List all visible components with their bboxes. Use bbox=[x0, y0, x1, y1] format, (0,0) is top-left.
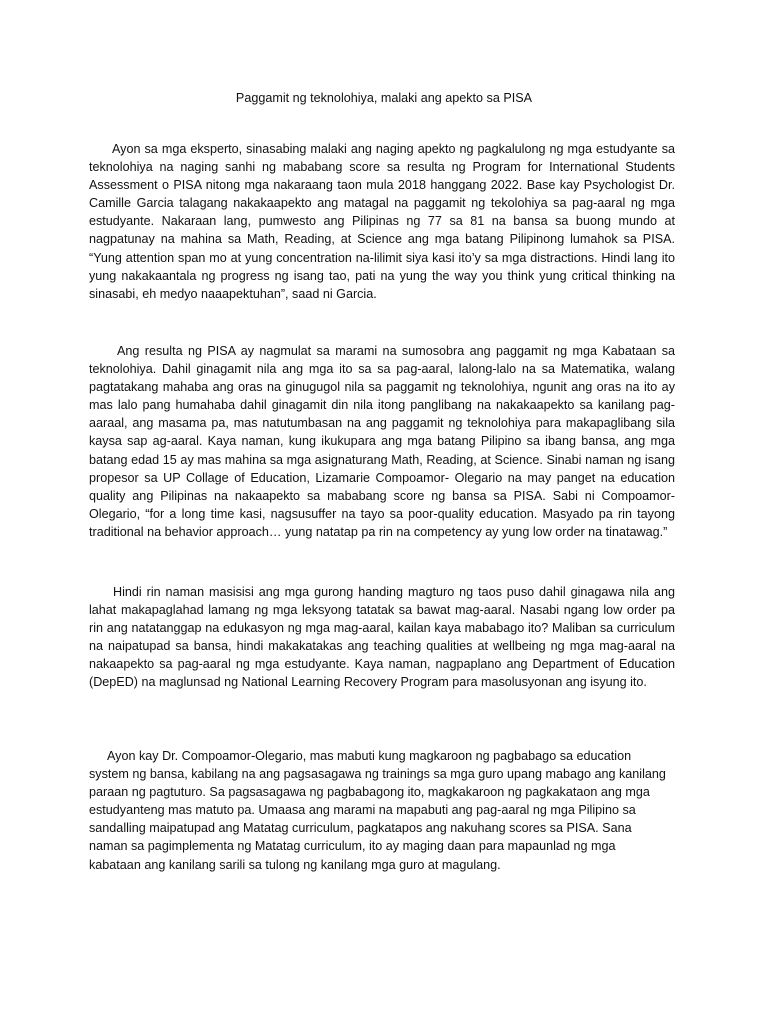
paragraph-2: Ang resulta ng PISA ay nagmulat sa marami na sumosobra ang paggamit ng mga Kabataan sa teknolohiya. Dahil ginagamit nila ang mga ito sa sa pag-aaral, lalong-lalo na sa Matematika, walang pagtatakang mahaba ang oras na ginugugol nila sa paggamit ng teknolohiya, ngunit ang oras na ito ay mas lalo pang humahaba dahil ginagamit din nila itong panglibang na nakakaapekto sa kanilang pag-aaraal, ang masama pa, mas natutumbasan na ang paggamit ng teknolohiya para makapaglibang sila kaysa sap ag-aaral. Kaya naman, kung ikukupara ang mga batang Pilipino sa ibang bansa, ang mga batang edad 15 ay mas mahina sa mga asignaturang Math, Reading, at Science. Sinabi naman ng isang propesor sa UP Collage of Education, Lizamarie Compoamor- Olegario na may panget na education quality ang Pilipinas na nakaapekto sa mababang score ng bansa sa PISA. Sabi ni Compoamor-Olegario, “for a long time kasi, nagsusuffer na tayo sa poor-quality education. Masyado pa rin tayong traditional na behavior approach… yung natatap pa rin na competency ay yung low order na tinatawag.” bbox=[89, 344, 675, 539]
document-title: Paggamit ng teknolohiya, malaki ang apekto sa PISA bbox=[235, 91, 533, 105]
paragraph-3: Hindi rin naman masisisi ang mga gurong handing magturo ng taos puso dahil ginagawa nila ang lahat makapaglahad lamang ng mga leksyong tatatak sa bawat mag-aaral. Nasabi ngang low order pa rin ang natatanggap na edukasyon ng mga mag-aaral, kailan kaya mababago ito? Maliban sa curriculum na naipatupad sa bansa, hindi makakatakas ang teaching qualities at wellbeing ng mga mag-aaral na nakaapekto sa pag-aaral ng mga estudyante. Kaya naman, nagpaplano ang Department of Education (DepED) na maglunsad ng National Learning Recovery Program para masolusyonan ang isyung ito. bbox=[89, 585, 675, 690]
paragraph-4: Ayon kay Dr. Compoamor-Olegario, mas mabuti kung magkaroon ng pagbabago sa education system ng bansa, kabilang na ang pagsasagawa ng trainings sa mga guro upang mabago ang kanilang paraan ng pagtuturo. Sa pagsasagawa ng pagbabagong ito, magkakaroon ng pagkakataon ang mga estudyanteng mas matuto pa. Umaasa ang marami na mapabuti ang pag-aaral ng mga Pilipino sa sandalling maipatupad ang Matatag curriculum, pagkatapos ang nakuhang scores sa PISA. Sana naman sa pagimplementa ng Matatag curriculum, ito ay maging daan para mapaunlad ng mga kabataan ang kanilang sarili sa tulong ng kanilang mga guro at magulang. bbox=[89, 749, 666, 872]
paragraph-1: Ayon sa mga eksperto, sinasabing malaki ang naging apekto ng pagkalulong ng mga estudyante sa teknolohiya na naging sanhi ng mababang score sa resulta ng Program for International Students Assessment o PISA nitong mga nakaraang taon mula 2018 hanggang 2022. Base kay Psychologist Dr. Camille Garcia talagang nakakaapekto ang matagal na paggamit ng tekolohiya sa pag-aaral ng mga estudyante. Nakaraan lang, pumwesto ang Pilipinas ng 77 sa 81 na bansa sa buong mundo at nagpatunay na mahina sa Math, Reading, at Science ang mga batang Pilipinong lumahok sa PISA. “Yung attention span mo at yung concentration na-lilimit siya kasi ito’y sa mga distractions. Hindi lang ito yung nakakaantala ng progress ng isang tao, pati na yung the way you think yung critical thinking na sinasabi, eh medyo naaapektuhan”, saad ni Garcia. bbox=[89, 142, 675, 301]
